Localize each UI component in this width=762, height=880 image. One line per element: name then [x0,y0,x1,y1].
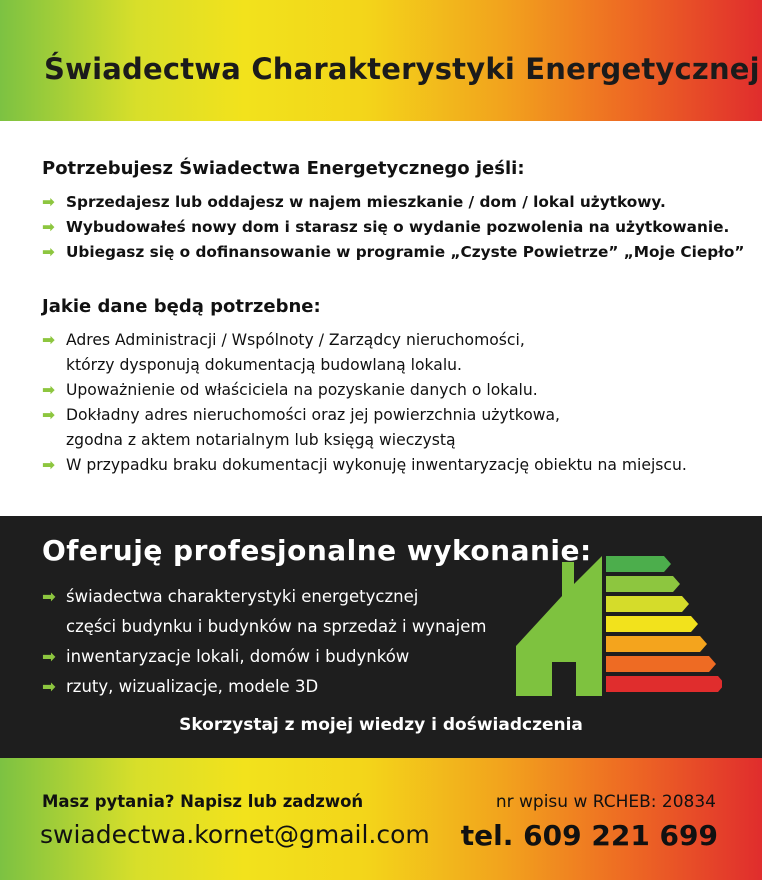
data-item [42,403,742,428]
data-item-text: Dokładny adres nieruchomości oraz jej powierzchnia użytkowa, [66,406,561,424]
offer-item [42,582,512,612]
data-needed-heading: Jakie dane będą potrzebne: [42,296,321,317]
data-item-text: Upoważnienie od właściciela na pozyskanie danych o lokalu. [66,381,538,399]
data-item-text: W przypadku braku dokumentacji wykonuję inwentaryzację obiektu na miejscu. [66,456,687,474]
need-item [42,215,742,240]
energy-bar [606,576,680,592]
footer-banner [0,758,762,880]
page-title: Świadectwa Charakterystyki Energetycznej [44,52,760,86]
house-shape [516,556,602,696]
need-item [42,190,742,215]
arrow-icon: ➡ [42,331,56,349]
energy-house-icon [516,554,722,696]
arrow-icon: ➡ [42,193,55,211]
arrow-icon: ➡ [42,587,56,606]
tagline: Skorzystaj z mojej wiedzy i doświadczenia [179,715,583,735]
offer-item [42,672,512,702]
offer-item [42,642,512,672]
data-item [42,453,742,478]
offer-band [0,516,762,758]
need-item-text: Ubiegasz się o dofinansowanie w programie „Czyste Powietrze” „Moje Ciepło” [66,243,745,261]
need-heading: Potrzebujesz Świadectwa Energetycznego jeśli: [42,158,525,179]
header-banner [0,0,762,121]
phone-number[interactable]: tel. 609 221 699 [460,819,718,852]
need-item-text: Wybudowałeś nowy dom i starasz się o wydanie pozwolenia na użytkowanie. [66,218,730,236]
need-item [42,240,745,265]
arrow-icon: ➡ [42,243,55,261]
energy-bar [606,656,716,672]
arrow-icon: ➡ [42,218,55,236]
data-item-continuation: którzy dysponują dokumentacją budowlaną lokalu. [66,356,463,374]
arrow-icon: ➡ [42,647,56,666]
offer-item-text: świadectwa charakterystyki energetycznej [66,587,419,606]
need-item-text: Sprzedajesz lub oddajesz w najem mieszkanie / dom / lokal użytkowy. [66,193,666,211]
offer-item-text: rzuty, wizualizacje, modele 3D [66,677,319,696]
energy-bar [606,676,722,692]
email-address[interactable]: swiadectwa.kornet@gmail.com [40,820,430,849]
data-item [42,328,742,353]
offer-item-text: inwentaryzacje lokali, domów i budynków [66,647,410,666]
energy-bar [606,596,689,612]
arrow-icon: ➡ [42,381,56,399]
data-item-text: Adres Administracji / Wspólnoty / Zarządcy nieruchomości, [66,331,525,349]
arrow-icon: ➡ [42,406,56,424]
arrow-icon: ➡ [42,677,56,696]
energy-bar [606,556,671,572]
registry-number: nr wpisu w RCHEB: 20834 [495,792,716,812]
offer-heading: Oferuję profesjonalne wykonanie: [42,534,592,567]
data-needed-section [42,296,742,478]
data-item [42,378,742,403]
offer-item-continuation: części budynku i budynków na sprzedaż i wynajem [66,617,487,636]
energy-bar [606,616,698,632]
offer-list [42,582,512,702]
data-item-continuation: zgodna z aktem notarialnym lub księgą wieczystą [66,431,456,449]
contact-question: Masz pytania? Napisz lub zadzwoń [42,792,364,811]
energy-bar [606,636,707,652]
arrow-icon: ➡ [42,456,56,474]
need-section [42,158,745,265]
energy-rating-bars [606,556,722,692]
